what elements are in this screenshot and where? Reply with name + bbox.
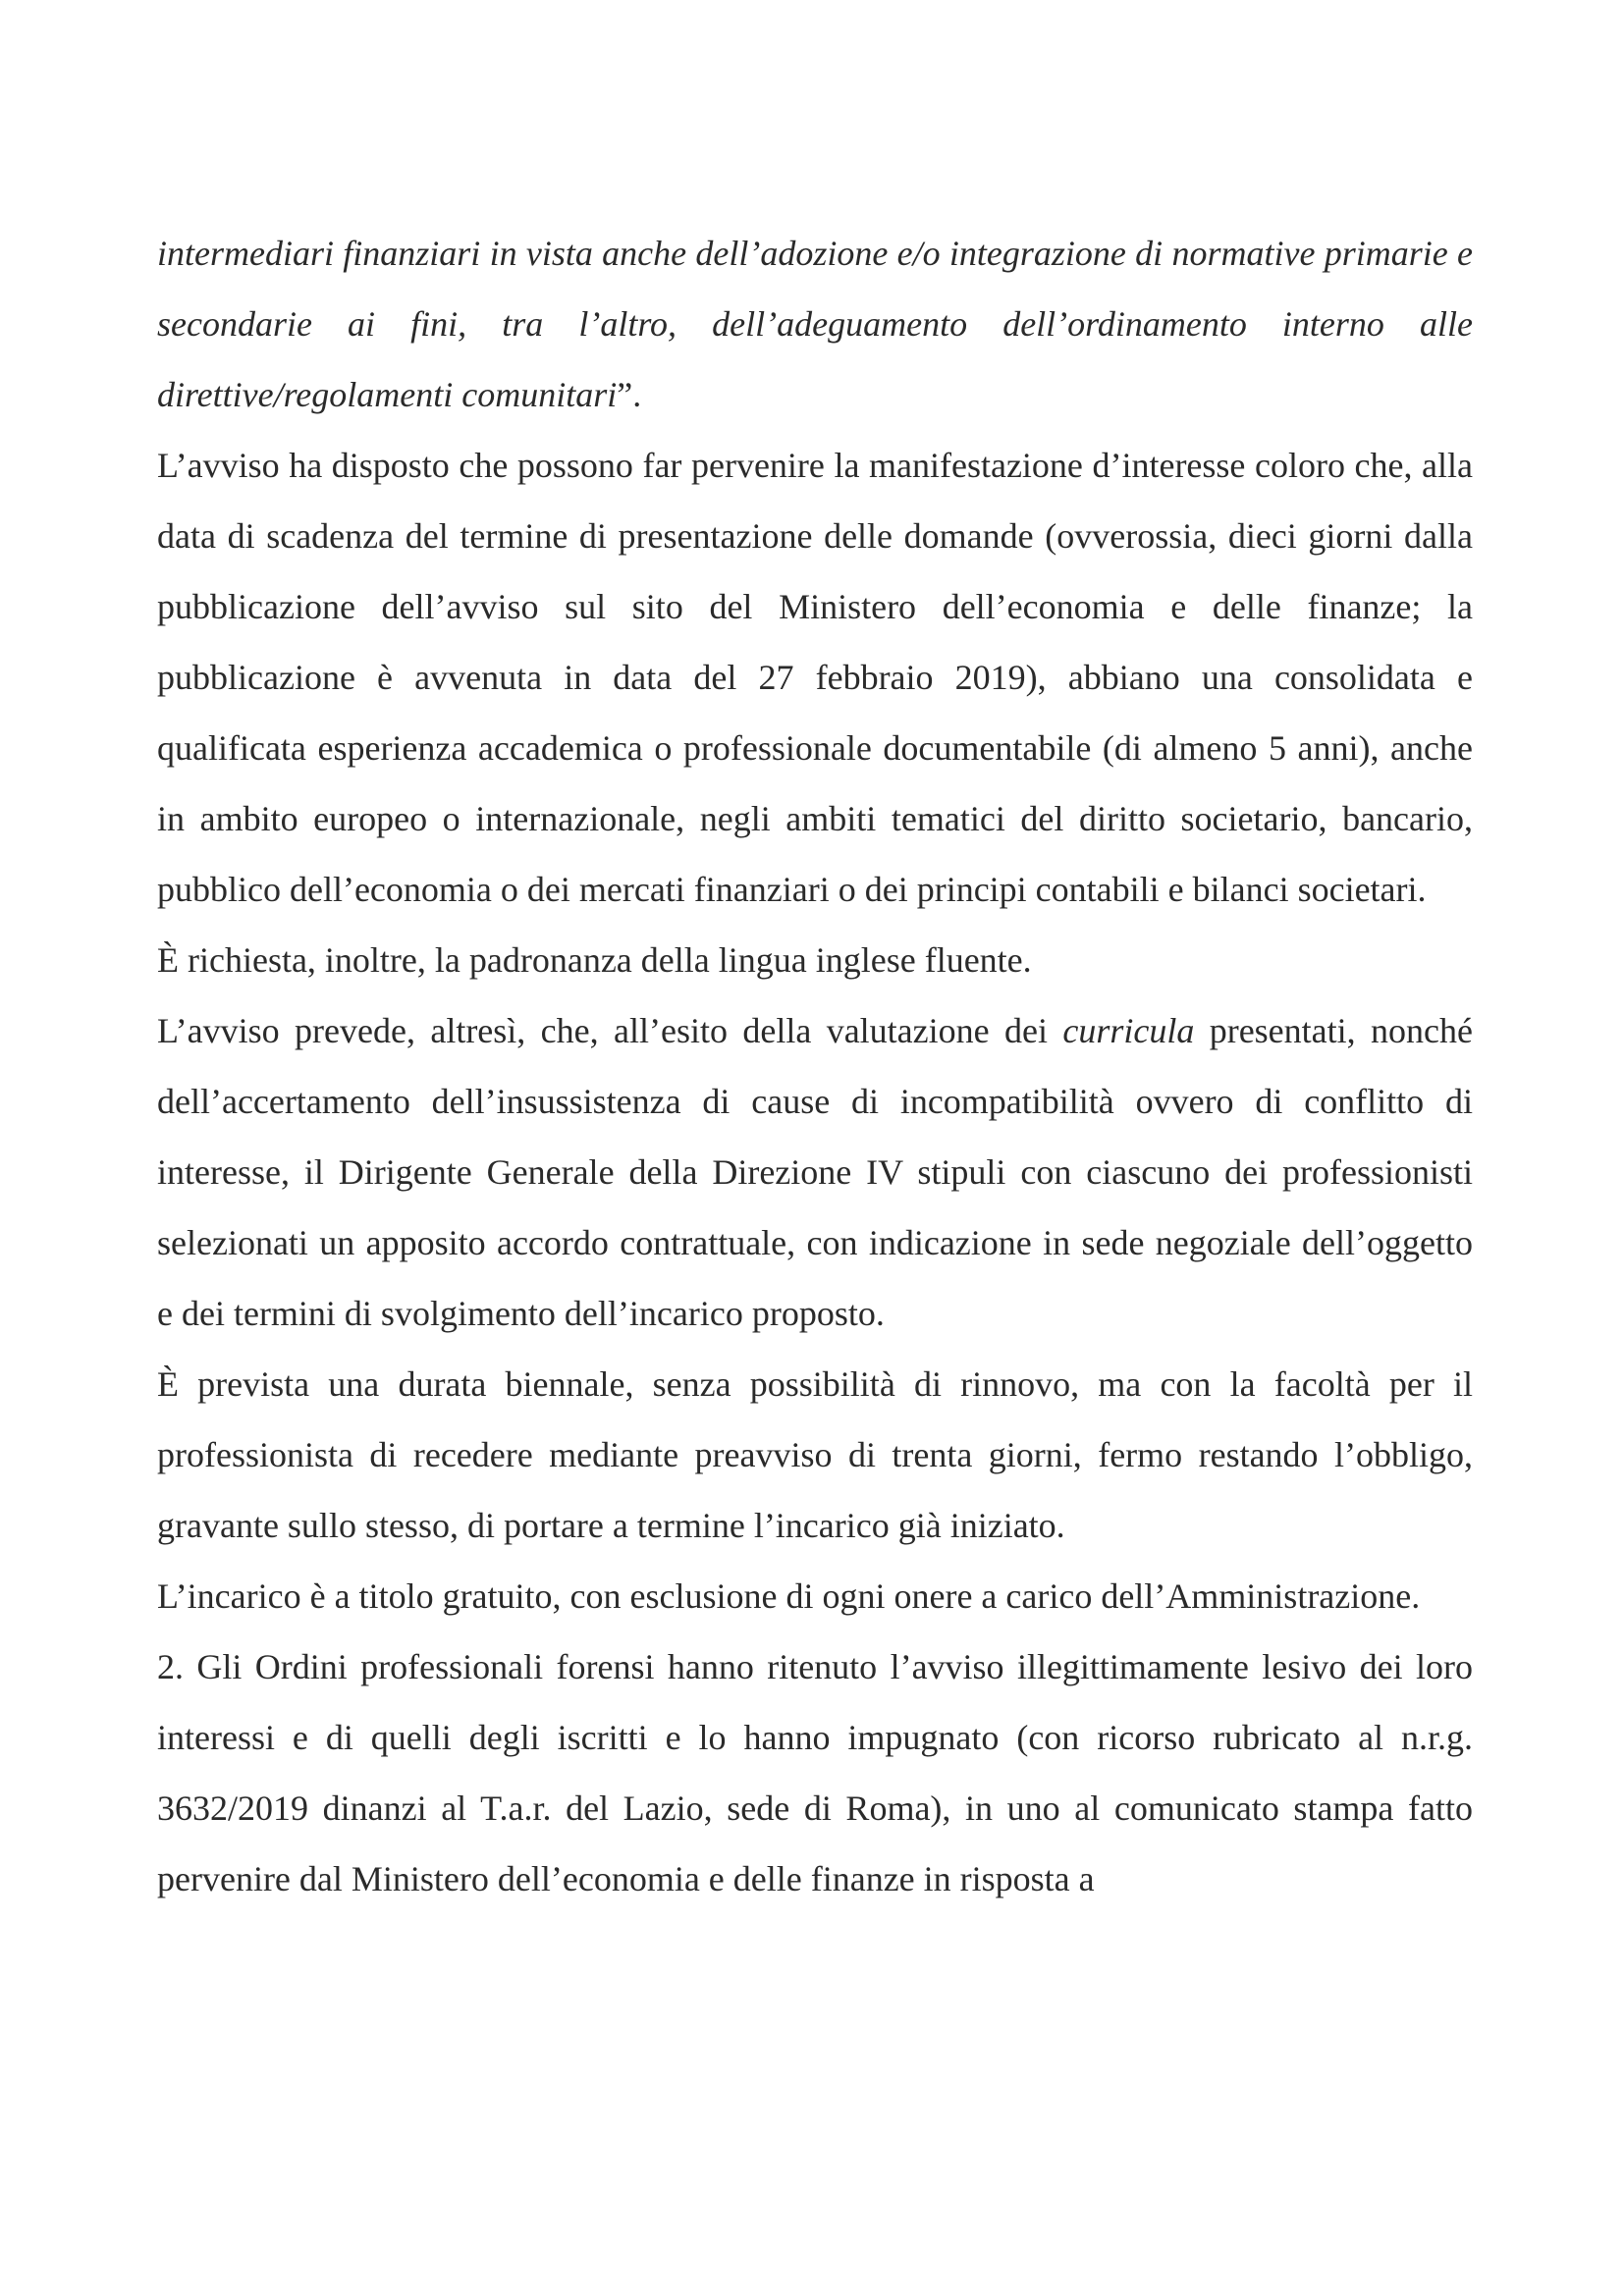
paragraph-contract-after: presentati, nonché dell’accertamento dell’insussistenza di cause di incompatibilità ovvero di conflitto di interesse, il Dirigente Generale della Direzione IV stipuli con ciascuno dei professionisti selezionati un apposito accordo contrattuale, con indicazione in sede negoziale dell’oggetto e dei termini di svolgimento dell’incarico proposto. xyxy=(157,1011,1473,1333)
quoted-text-italic: intermediari finanziari in vista anche dell’adozione e/o integrazione di normative primarie e secondarie ai fini, tra l’altro, dell’adeguamento dell’ordinamento interno alle direttive/regolamenti comunitari xyxy=(157,234,1473,414)
paragraph-quote-continuation xyxy=(157,218,1473,430)
paragraph-contract-before: L’avviso prevede, altresì, che, all’esito della valutazione dei xyxy=(157,1011,1063,1050)
paragraph-section-2: 2. Gli Ordini professionali forensi hanno ritenuto l’avviso illegittimamente lesivo dei loro interessi e di quelli degli iscritti e lo hanno impugnato (con ricorso rubricato al n.r.g. 3632/2019 dinanzi al T.a.r. del Lazio, sede di Roma), in uno al comunicato stampa fatto pervenire dal Ministero dell’economia e delle finanze in risposta a xyxy=(157,1647,1473,1898)
paragraph-english-language: È richiesta, inoltre, la padronanza della lingua inglese fluente. xyxy=(157,940,1032,980)
paragraph-requirements: L’avviso ha disposto che possono far pervenire la manifestazione d’interesse coloro che, alla data di scadenza del termine di presentazione delle domande (ovverossia, dieci giorni dalla pubblicazione dell’avviso sul sito del Ministero dell’economia e delle finanze; la pubblicazione è avvenuta in data del 27 febbraio 2019), abbiano una consolidata e qualificata esperienza accademica o professionale documentabile (di almeno 5 anni), anche in ambito europeo o internazionale, negli ambiti tematici del diritto societario, bancario, pubblico dell’economia o dei mercati finanziari o dei principi contabili e bilanci societari. xyxy=(157,446,1473,909)
curricula-italic: curricula xyxy=(1062,1011,1195,1050)
paragraph-contract xyxy=(157,995,1473,1349)
paragraph-duration: È prevista una durata biennale, senza possibilità di rinnovo, ma con la facoltà per il professionista di recedere mediante preavviso di trenta giorni, fermo restando l’obbligo, gravante sullo stesso, di portare a termine l’incarico già iniziato. xyxy=(157,1364,1473,1545)
paragraph-free-of-charge: L’incarico è a titolo gratuito, con esclusione di ogni onere a carico dell’Amministrazione. xyxy=(157,1576,1421,1616)
document-page xyxy=(157,218,1473,1914)
quote-closing: ”. xyxy=(617,375,642,414)
